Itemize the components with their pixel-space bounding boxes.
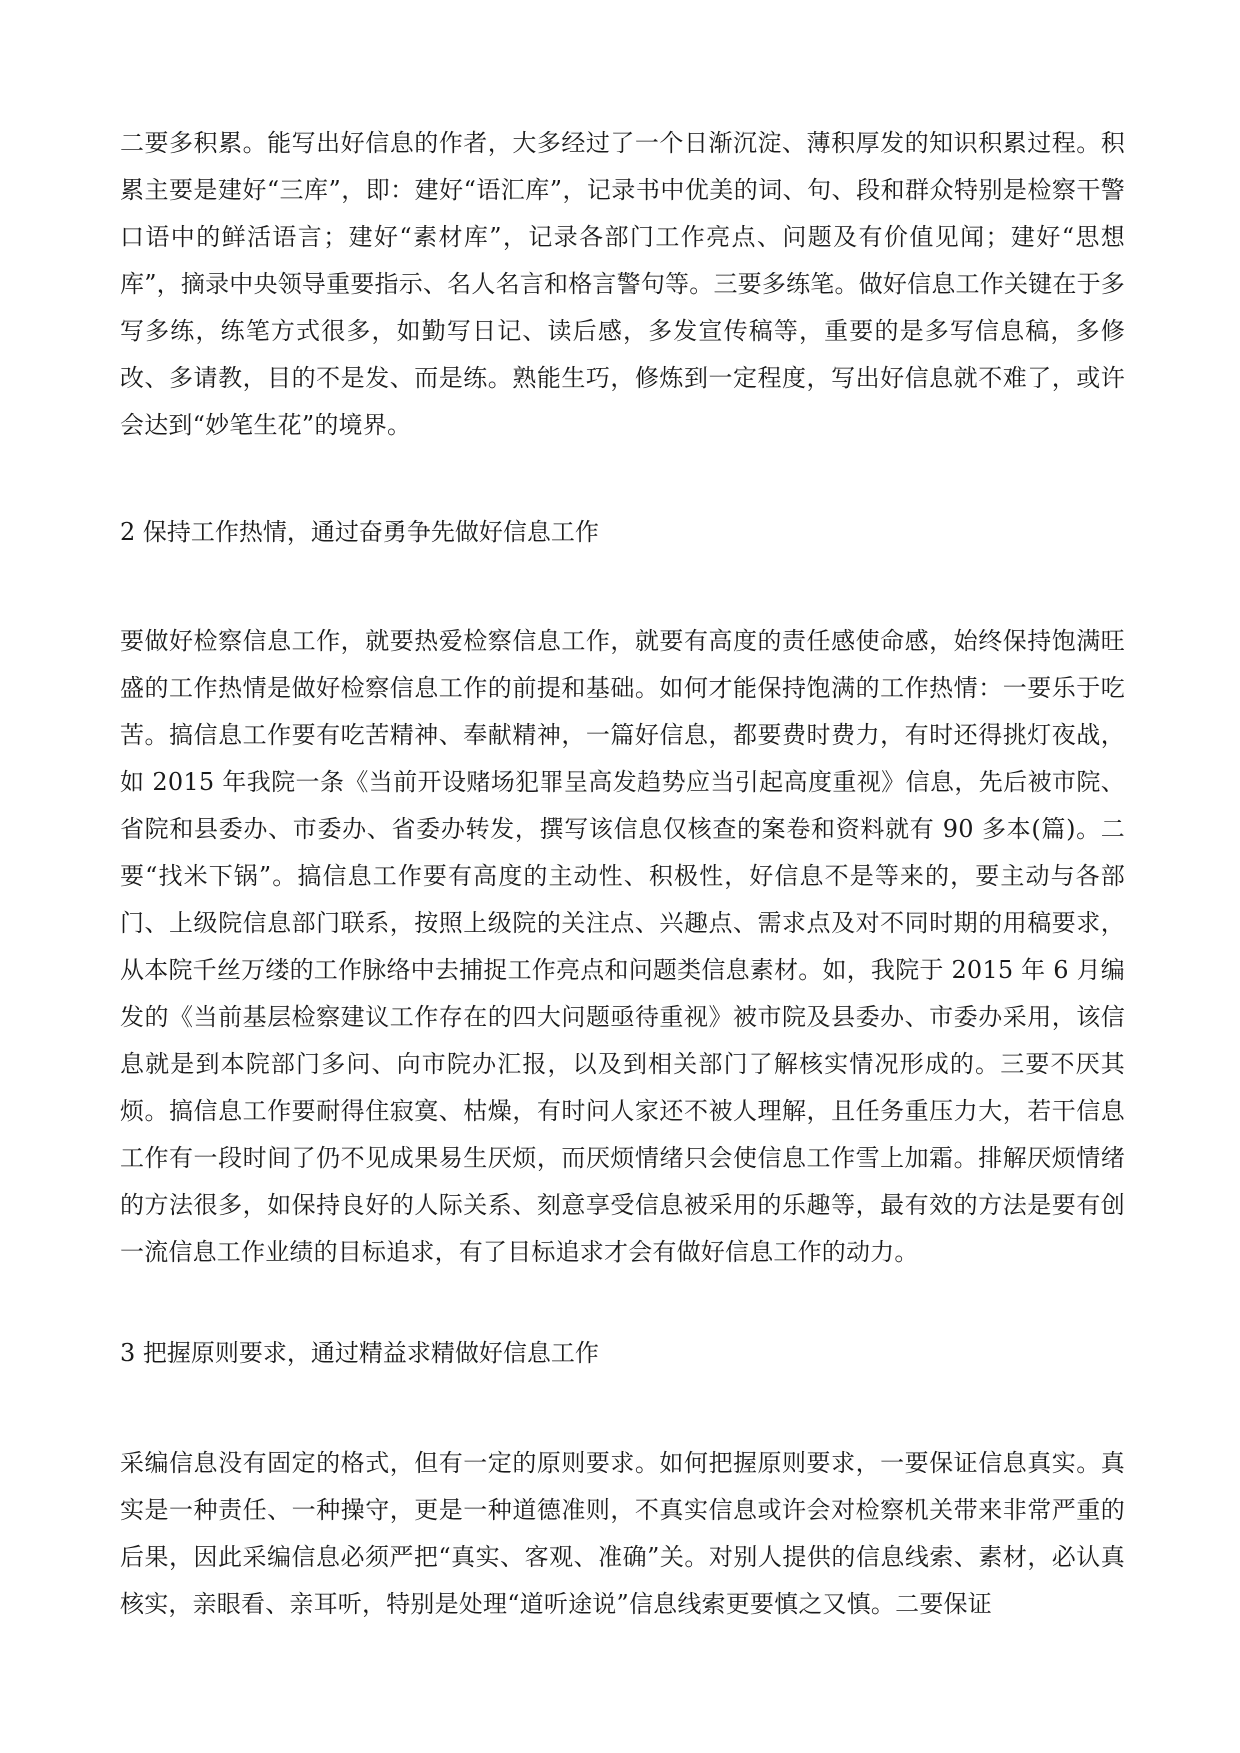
- section-heading: 2 保持工作热情，通过奋勇争先做好信息工作: [120, 518, 599, 546]
- body-paragraph: 采编信息没有固定的格式，但有一定的原则要求。如何把握原则要求，一要保证信息真实。真实是一种责任、一种操守，更是一种道德准则，不真实信息或许会对检察机关带来非常严重的后果，因此采编信息必须严把“真实、客观、准确”关。对别人提供的信息线索、素材，必认真核实，亲眼看、亲耳听，特别是处理“道听途说”信息线索更要慎之又慎。二要保证: [120, 1449, 1125, 1618]
- section-heading: 3 把握原则要求，通过精益求精做好信息工作: [120, 1339, 599, 1367]
- body-paragraph: 要做好检察信息工作，就要热爱检察信息工作，就要有高度的责任感使命感，始终保持饱满旺盛的工作热情是做好检察信息工作的前提和基础。如何才能保持饱满的工作热情：一要乐于吃苦。搞信息工作要有吃苦精神、奉献精神，一篇好信息，都要费时费力，有时还得挑灯夜战，如 2015 年我院一条《当前开设赌场犯罪呈高发趋势应当引起高度重视》信息，先后被市院、省院和县委办、市委办、省委办转发，撰写该信息仅核查的案卷和资料就有 90 多本(篇)。二要“找米下锅”。搞信息工作要有高度的主动性、积极性，好信息不是等来的，要主动与各部门、上级院信息部门联系，按照上级院的关注点、兴趣点、需求点及对不同时期的用稿要求，从本院千丝万缕的工作脉络中去捕捉工作亮点和问题类信息素材。如，我院于 2015 年 6 月编发的《当前基层检察建议工作存在的四大问题亟待重视》被市院及县委办、市委办采用，该信息就是到本院部门多问、向市院办汇报，以及到相关部门了解核实情况形成的。三要不厌其烦。搞信息工作要耐得住寂寞、枯燥，有时问人家还不被人理解，且任务重压力大，若干信息工作有一段时间了仍不见成果易生厌烦，而厌烦情绪只会使信息工作雪上加霜。排解厌烦情绪的方法很多，如保持良好的人际关系、刻意享受信息被采用的乐趣等，最有效的方法是要有创一流信息工作业绩的目标追求，有了目标追求才会有做好信息工作的动力。: [120, 627, 1125, 1266]
- body-paragraph: 二要多积累。能写出好信息的作者，大多经过了一个日渐沉淀、薄积厚发的知识积累过程。积累主要是建好“三库”，即：建好“语汇库”，记录书中优美的词、句、段和群众特别是检察干警口语中的鲜活语言；建好“素材库”，记录各部门工作亮点、问题及有价值见闻；建好“思想库”，摘录中央领导重要指示、名人名言和格言警句等。三要多练笔。做好信息工作关键在于多写多练，练笔方式很多，如勤写日记、读后感，多发宣传稿等，重要的是多写信息稿，多修改、多请教，目的不是发、而是练。熟能生巧，修炼到一定程度，写出好信息就不难了，或许会达到“妙笔生花”的境界。: [120, 129, 1125, 439]
